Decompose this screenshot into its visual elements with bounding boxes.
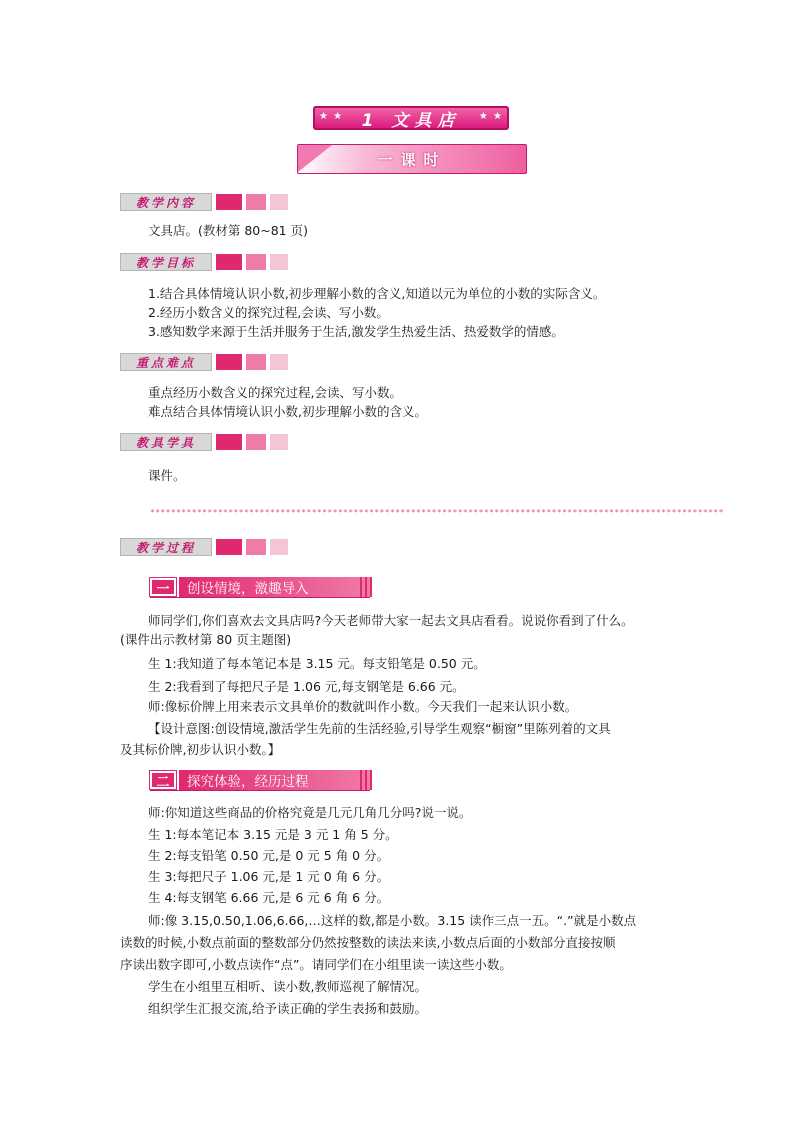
paragraph-line: 读数的时候,小数点前面的整数部分仍然按整数的读法来读,小数点后面的小数部分直接按顺 [120,935,616,950]
paragraph-line: 组织学生汇报交流,给予读正确的学生表扬和鼓励。 [148,1001,427,1016]
lesson-title-banner [313,106,509,130]
paragraph-line: 序读出数字即可,小数点读作“点”。请同学们在小组里读一读这些小数。 [120,957,512,972]
section-label: 教具学具 [120,433,212,451]
banner-wedge-decoration [298,145,332,172]
section-label: 重点难点 [120,353,212,371]
paragraph-line: 生 1:每本笔记本 3.15 元是 3 元 1 角 5 分。 [148,827,398,842]
paragraph-line: 学生在小组里互相听、读小数,教师巡视了解情况。 [148,979,427,994]
tools-line: 课件。 [148,468,186,483]
step-number: 二 [150,771,176,789]
decor-block [246,354,266,370]
paragraph-line: 师:你知道这些商品的价格究竟是几元几角几分吗?说一说。 [148,805,472,820]
design-intent-line: 【设计意图:创设情境,激活学生先前的生活经验,引导学生观察“橱窗”里陈列着的文具 [148,721,611,736]
decor-block [216,194,242,210]
design-intent-line: 及其标价牌,初步认识小数。】 [120,742,281,757]
star-divider: ************************************************************************************************************** [150,508,724,517]
step-bars-decoration [357,577,372,597]
paragraph-line: 师:像标价牌上用来表示文具单价的数就叫作小数。今天我们一起来认识小数。 [148,699,578,714]
paragraph-line: 师同学们,你们喜欢去文具店吗?今天老师带大家一起去文具店看看。说说你看到了什么。 [148,613,634,628]
paragraph-line: 生 2:每支铅笔 0.50 元,是 0 元 5 角 0 分。 [148,848,390,863]
section-header-tools [120,433,288,451]
decor-block [216,354,242,370]
step-header-1 [150,577,370,598]
decor-block [246,434,266,450]
section-label: 教学过程 [120,538,212,556]
decor-block [270,434,288,450]
section-label: 教学目标 [120,253,212,271]
goal-line: 2.经历小数含义的探究过程,会读、写小数。 [148,305,389,320]
step-bars-decoration [357,770,372,790]
paragraph-line: 生 4:每支钢笔 6.66 元,是 6 元 6 角 6 分。 [148,890,390,905]
section-header-goals [120,253,288,271]
section-header-process [120,538,288,556]
decor-block [216,434,242,450]
content-line: 文具店。(教材第 80~81 页) [148,223,308,238]
step-title: 探究体验，经历过程 [179,770,370,790]
decor-block [246,254,266,270]
decor-block [246,539,266,555]
section-label: 教学内容 [120,193,212,211]
paragraph-line: 生 1:我知道了每本笔记本是 3.15 元。每支铅笔是 0.50 元。 [148,656,486,671]
step-title: 创设情境，激趣导入 [179,577,370,597]
paragraph-line: 生 3:每把尺子 1.06 元,是 1 元 0 角 6 分。 [148,869,390,884]
paragraph-line: 师:像 3.15,0.50,1.06,6.66,…这样的数,都是小数。3.15 读作三点一五。“.”就是小数点 [148,913,637,928]
key-line: 难点结合具体情境认识小数,初步理解小数的含义。 [148,404,427,419]
lesson-period: 一课时 [377,150,447,169]
paragraph-line: (课件出示教材第 80 页主题图) [120,632,292,647]
decor-block [270,539,288,555]
lesson-period-banner [297,144,527,174]
goal-line: 3.感知数学来源于生活并服务于生活,激发学生热爱生活、热爱数学的情感。 [148,324,564,339]
section-header-key [120,353,288,371]
section-header-content [120,193,288,211]
decor-block [270,354,288,370]
key-line: 重点经历小数含义的探究过程,会读、写小数。 [148,385,402,400]
decor-block [216,539,242,555]
star-decoration-icon: ★ ★ [319,111,344,122]
decor-block [246,194,266,210]
decor-block [270,254,288,270]
decor-block [216,254,242,270]
lesson-title: 1 文具店 [361,110,461,131]
star-decoration-icon: ★ ★ [478,111,503,122]
step-number: 一 [150,578,176,596]
decor-block [270,194,288,210]
goal-line: 1.结合具体情境认识小数,初步理解小数的含义,知道以元为单位的小数的实际含义。 [148,286,606,301]
paragraph-line: 生 2:我看到了每把尺子是 1.06 元,每支钢笔是 6.66 元。 [148,679,465,694]
step-header-2 [150,770,370,791]
